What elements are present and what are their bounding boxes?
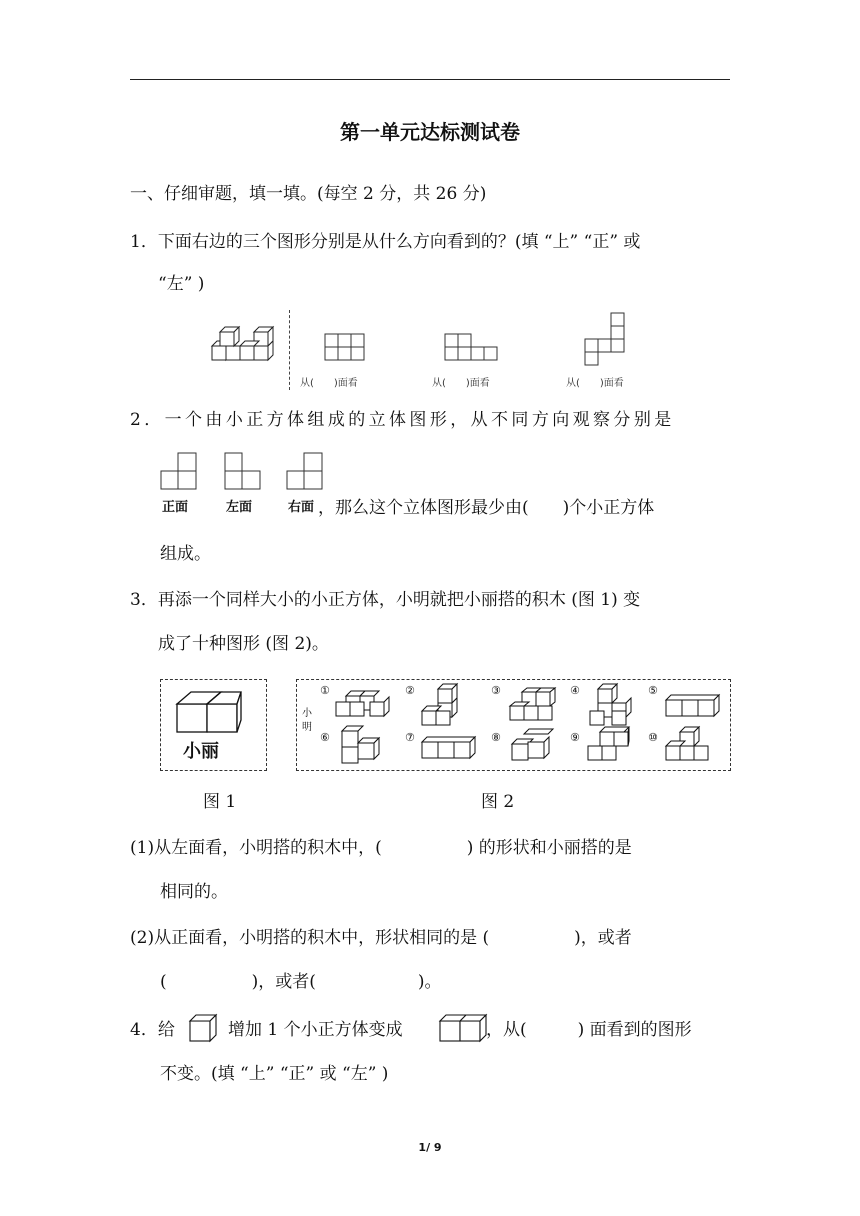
fig2-item-5 [662, 688, 724, 718]
fig2-item-6 [338, 725, 388, 767]
q3-sub2-line1: (2)从正面看，小明搭的积木中，形状相同的是 ( )，或者 [130, 928, 632, 948]
q4-line2: 不变。(填 “上” “正” 或 “左” ) [160, 1064, 389, 1084]
figure1-label: 小丽 [183, 741, 219, 762]
figure1-blocks [175, 688, 245, 734]
section-heading: 一、仔细审题，填一填。(每空 2 分，共 26 分) [130, 184, 487, 204]
q4-tail: ，从( ) 面看到的图形 [486, 1020, 692, 1040]
q1-view-2 [444, 333, 498, 361]
q3-text-line2: 成了十种图形 (图 2)。 [158, 634, 329, 654]
q2-text-line1: 2．一个由小正方体组成的立体图形，从不同方向观察分别是 [130, 410, 675, 430]
fig2-item-3 [506, 688, 562, 724]
fig2-item-1 [334, 688, 394, 718]
q1-caption-3: 从( )面看 [566, 378, 624, 389]
q2-text-line3: 组成。 [160, 544, 211, 564]
q4-middle: 增加 1 个小正方体变成 [228, 1020, 403, 1040]
q1-text-line1: 1．下面右边的三个图形分别是从什么方向看到的？(填 “上” “正” 或 [130, 232, 641, 252]
fig2-item-2 [418, 683, 468, 727]
q2-label-right: 右面 [288, 500, 315, 515]
q2-left-view [224, 452, 262, 490]
fig2-num-2: ② [405, 684, 415, 697]
q1-view-3 [584, 312, 626, 366]
q4-double-cube [438, 1013, 488, 1043]
q1-divider [289, 310, 290, 390]
fig2-num-5: ⑤ [648, 684, 658, 697]
figure1-caption: 图 1 [203, 792, 237, 812]
figure2-label: 小明 [302, 708, 312, 733]
fig2-item-9 [584, 726, 636, 764]
fig2-num-3: ③ [491, 684, 501, 697]
q1-solid-figure [210, 318, 274, 366]
q2-right-view [286, 452, 324, 490]
q1-caption-2: 从( )面看 [432, 378, 490, 389]
q3-sub1-line1: (1)从左面看，小明搭的积木中，( ) 的形状和小丽搭的是 [130, 838, 632, 858]
q4-prefix: 4．给 [130, 1020, 175, 1040]
fig2-num-10: ⑩ [648, 731, 658, 744]
fig2-num-1: ① [320, 684, 330, 697]
fig2-item-7 [418, 730, 482, 766]
fig2-num-4: ④ [570, 684, 580, 697]
fig2-num-7: ⑦ [405, 731, 415, 744]
figure2-caption: 图 2 [481, 792, 515, 812]
q1-caption-1: 从( )面看 [300, 378, 358, 389]
header-rule [130, 79, 730, 80]
fig2-item-8 [508, 728, 558, 764]
fig2-item-10 [662, 726, 714, 764]
q3-text-line1: 3．再添一个同样大小的小正方体，小明就把小丽搭的积木 (图 1) 变 [130, 590, 641, 610]
q3-sub2-line2: ( )，或者( )。 [160, 972, 442, 992]
page-title: 第一单元达标测试卷 [340, 120, 520, 144]
q2-text-line2: ，那么这个立体图形最少由( )个小正方体 [318, 498, 655, 518]
fig2-item-4 [586, 683, 636, 727]
page-number: 1/ 9 [418, 1141, 442, 1154]
q2-label-left: 左面 [226, 500, 253, 515]
q1-view-1 [324, 333, 366, 361]
q3-sub1-line2: 相同的。 [160, 882, 228, 902]
q2-front-view [160, 452, 198, 490]
q2-label-front: 正面 [162, 500, 189, 515]
fig2-num-8: ⑧ [491, 731, 501, 744]
q4-single-cube [188, 1013, 218, 1043]
fig2-num-9: ⑨ [570, 731, 580, 744]
q1-text-line2: “左” ) [158, 274, 205, 294]
fig2-num-6: ⑥ [320, 731, 330, 744]
